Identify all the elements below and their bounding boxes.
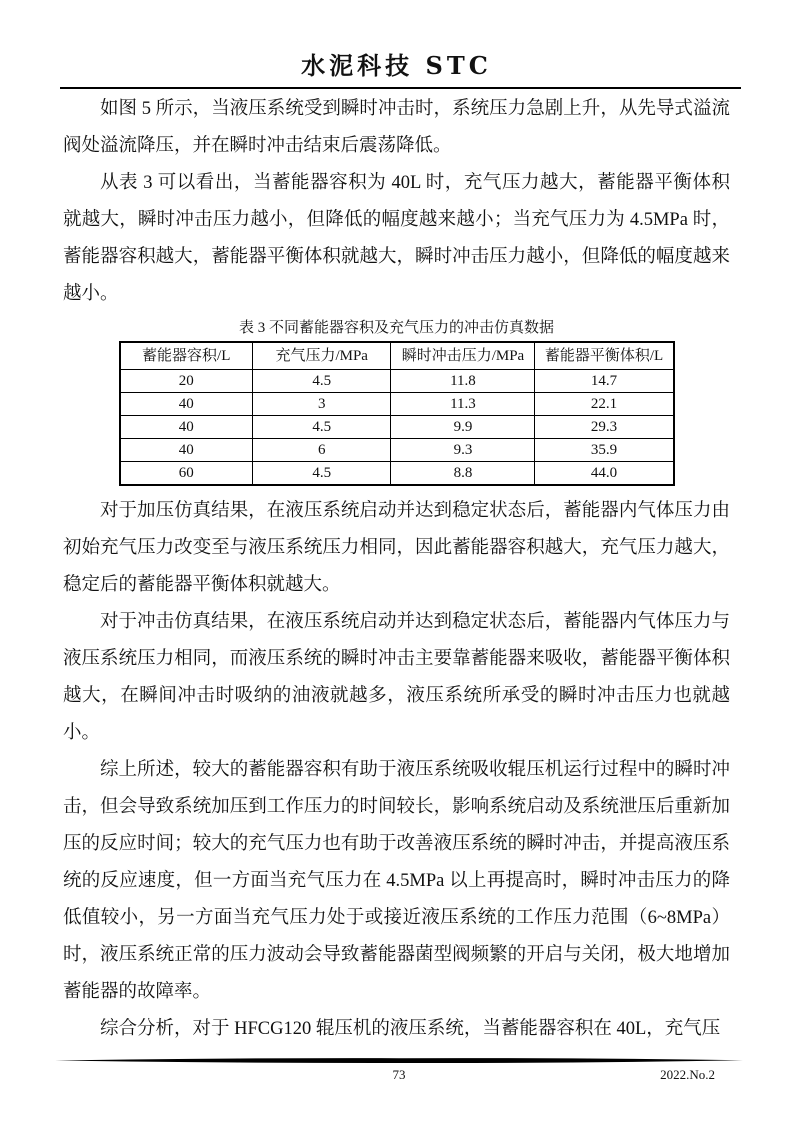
issue-number: 2022.No.2 <box>660 1067 715 1082</box>
paragraph: 对于冲击仿真结果，在液压系统启动并达到稳定状态后，蓄能器内气体压力与液压系统压力相同，而液压系统的瞬时冲击主要靠蓄能器来吸收，蓄能器平衡体积越大，在瞬间冲击时吸纳的油液就越多，液压系统所承受的瞬时冲击压力也就越小。 <box>63 612 730 743</box>
table-cell: 29.3 <box>535 416 674 439</box>
table-header-cell: 充气压力/MPa <box>252 342 391 370</box>
table-cell: 4.5 <box>252 416 391 439</box>
table-cell: 60 <box>120 462 253 486</box>
journal-title: 水泥科技 STC <box>301 51 492 80</box>
table-cell: 35.9 <box>535 439 674 462</box>
simulation-data-table <box>119 341 675 486</box>
table-cell: 9.3 <box>391 439 535 462</box>
header-rule <box>60 87 741 89</box>
table-cell: 40 <box>120 439 253 462</box>
table-cell: 4.5 <box>252 462 391 486</box>
table-cell: 22.1 <box>535 393 674 416</box>
table-cell: 40 <box>120 393 253 416</box>
paragraph: 如图 5 所示，当液压系统受到瞬时冲击时，系统压力急剧上升，从先导式溢流阀处溢流降压，并在瞬时冲击结束后震荡降低。 <box>63 99 730 156</box>
table-cell: 8.8 <box>391 462 535 486</box>
paragraph: 综合分析，对于 HFCG120 辊压机的液压系统，当蓄能器容积在 40L，充气压 <box>100 1019 721 1039</box>
footer-rule <box>55 1057 743 1064</box>
table-header-row <box>120 342 674 370</box>
table-header-cell: 瞬时冲击压力/MPa <box>391 342 535 370</box>
table-row <box>120 462 674 486</box>
table-header-cell: 蓄能器平衡体积/L <box>535 342 674 370</box>
table-row <box>120 416 674 439</box>
table-block <box>63 316 730 486</box>
table-cell: 14.7 <box>535 370 674 393</box>
table-cell: 40 <box>120 416 253 439</box>
paragraph: 综上所述，较大的蓄能器容积有助于液压系统吸收辊压机运行过程中的瞬时冲击，但会导致系统加压到工作压力的时间较长，影响系统启动及系统泄压后重新加压的反应时间；较大的充气压力也有助于改善液压系统的瞬时冲击，并提高液压系统的反应速度，但一方面当充气压力在 4.5MPa 以上再提高时，瞬时冲击压力的降低值较小，另一方面当充气压力处于或接近液压系统的工作压力范围（6~8MPa）时，液压系统正常的压力波动会导致蓄能器菌型阀频繁的开启与关闭，极大地增加蓄能器的故障率。 <box>63 760 730 1002</box>
page-footer <box>55 1057 743 1084</box>
article-body <box>63 91 730 1048</box>
table-caption: 表 3 不同蓄能器容积及充气压力的冲击仿真数据 <box>238 320 554 336</box>
footer-texts <box>55 1066 743 1084</box>
table-cell: 20 <box>120 370 253 393</box>
table-cell: 9.9 <box>391 416 535 439</box>
table-cell: 6 <box>252 439 391 462</box>
journal-header <box>0 0 793 89</box>
page-number: 73 <box>392 1067 406 1082</box>
table-cell: 11.3 <box>391 393 535 416</box>
table-row <box>120 439 674 462</box>
table-header-cell: 蓄能器容积/L <box>120 342 253 370</box>
table-cell: 11.8 <box>391 370 535 393</box>
paragraph: 从表 3 可以看出，当蓄能器容积为 40L 时，充气压力越大，蓄能器平衡体积就越大，瞬时冲击压力越小，但降低的幅度越来越小；当充气压力为 4.5MPa 时，蓄能器容积越大，蓄能器平衡体积就越大，瞬时冲击压力越小，但降低的幅度越来越小。 <box>63 173 730 304</box>
table-row <box>120 370 674 393</box>
table-cell: 4.5 <box>252 370 391 393</box>
table-cell: 3 <box>252 393 391 416</box>
paragraph: 对于加压仿真结果，在液压系统启动并达到稳定状态后，蓄能器内气体压力由初始充气压力改变至与液压系统压力相同，因此蓄能器容积越大，充气压力越大，稳定后的蓄能器平衡体积就越大。 <box>63 501 730 595</box>
table-row <box>120 393 674 416</box>
table-cell: 44.0 <box>535 462 674 486</box>
